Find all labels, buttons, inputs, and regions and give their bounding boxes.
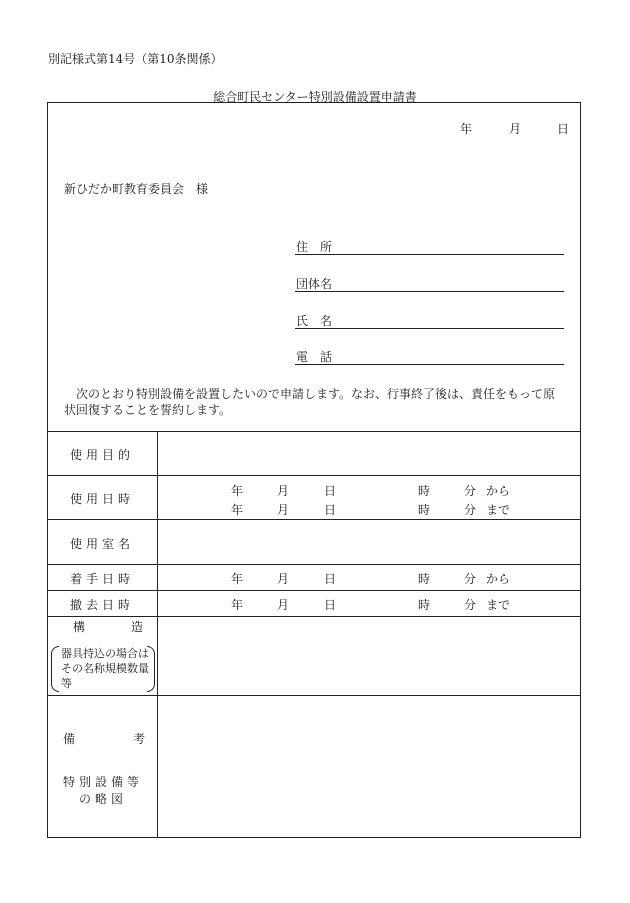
purpose-field[interactable] [158, 432, 580, 474]
row-divider [47, 564, 581, 565]
start-minute: 分 [464, 572, 477, 586]
date-year-label: 年 [460, 122, 473, 136]
usage-start-day: 日 [324, 484, 337, 498]
usage-start-year: 年 [231, 484, 244, 498]
usage-end-day: 日 [324, 503, 337, 517]
organization-field[interactable] [295, 291, 564, 292]
start-datetime-label: 着手日時 [69, 572, 134, 586]
removal-day: 日 [324, 598, 337, 612]
room-field[interactable] [158, 520, 580, 563]
row-divider [47, 590, 581, 591]
purpose-label: 使用目的 [69, 448, 134, 462]
remarks-label-b: 考 [133, 732, 146, 746]
address-field[interactable] [295, 254, 564, 255]
removal-hour: 時 [418, 598, 431, 612]
form-title: 総合町民センター特別設備設置申請書 [213, 90, 417, 104]
phone-label: 電 話 [296, 350, 333, 364]
date-month-label: 月 [509, 122, 522, 136]
removal-year: 年 [231, 598, 244, 612]
form-reference: 別記様式第14号（第10条関係） [48, 52, 223, 66]
organization-label: 団体名 [296, 277, 333, 291]
start-year: 年 [231, 572, 244, 586]
removal-datetime-label: 撤去日時 [69, 598, 134, 612]
usage-start-suffix: から [486, 484, 511, 498]
structure-field[interactable] [158, 617, 580, 694]
start-suffix: から [486, 572, 511, 586]
pledge-statement: 次のとおり特別設備を設置したいので申請します。なお、行事終了後は、責任をもって原状回復することを誓約します。 [64, 387, 556, 417]
structure-label-b: 造 [131, 620, 144, 634]
phone-field[interactable] [295, 364, 564, 365]
name-label: 氏 名 [296, 314, 333, 328]
usage-start-minute: 分 [464, 484, 477, 498]
address-label: 住 所 [296, 240, 333, 254]
remarks-field[interactable] [158, 696, 580, 837]
removal-month: 月 [277, 598, 290, 612]
room-label: 使用室名 [69, 537, 134, 551]
usage-datetime-label: 使用日時 [69, 492, 134, 506]
sketch-label: 特別設備等の略図 [63, 775, 144, 806]
removal-suffix: まで [486, 598, 511, 612]
usage-start-hour: 時 [418, 484, 431, 498]
name-field[interactable] [295, 328, 564, 329]
usage-end-hour: 時 [418, 503, 431, 517]
date-day-label: 日 [557, 122, 570, 136]
start-hour: 時 [418, 572, 431, 586]
structure-note: 器具持込の場合はその名称規模数量等 [61, 647, 149, 690]
usage-end-year: 年 [231, 503, 244, 517]
usage-start-month: 月 [277, 484, 290, 498]
structure-label-a: 構 [73, 620, 86, 634]
usage-end-month: 月 [277, 503, 290, 517]
remarks-label-a: 備 [63, 732, 76, 746]
start-month: 月 [277, 572, 290, 586]
usage-end-suffix: まで [486, 503, 511, 517]
usage-end-minute: 分 [464, 503, 477, 517]
addressee: 新ひだか町教育委員会 様 [64, 182, 209, 196]
row-divider [47, 475, 581, 476]
start-day: 日 [324, 572, 337, 586]
removal-minute: 分 [464, 598, 477, 612]
